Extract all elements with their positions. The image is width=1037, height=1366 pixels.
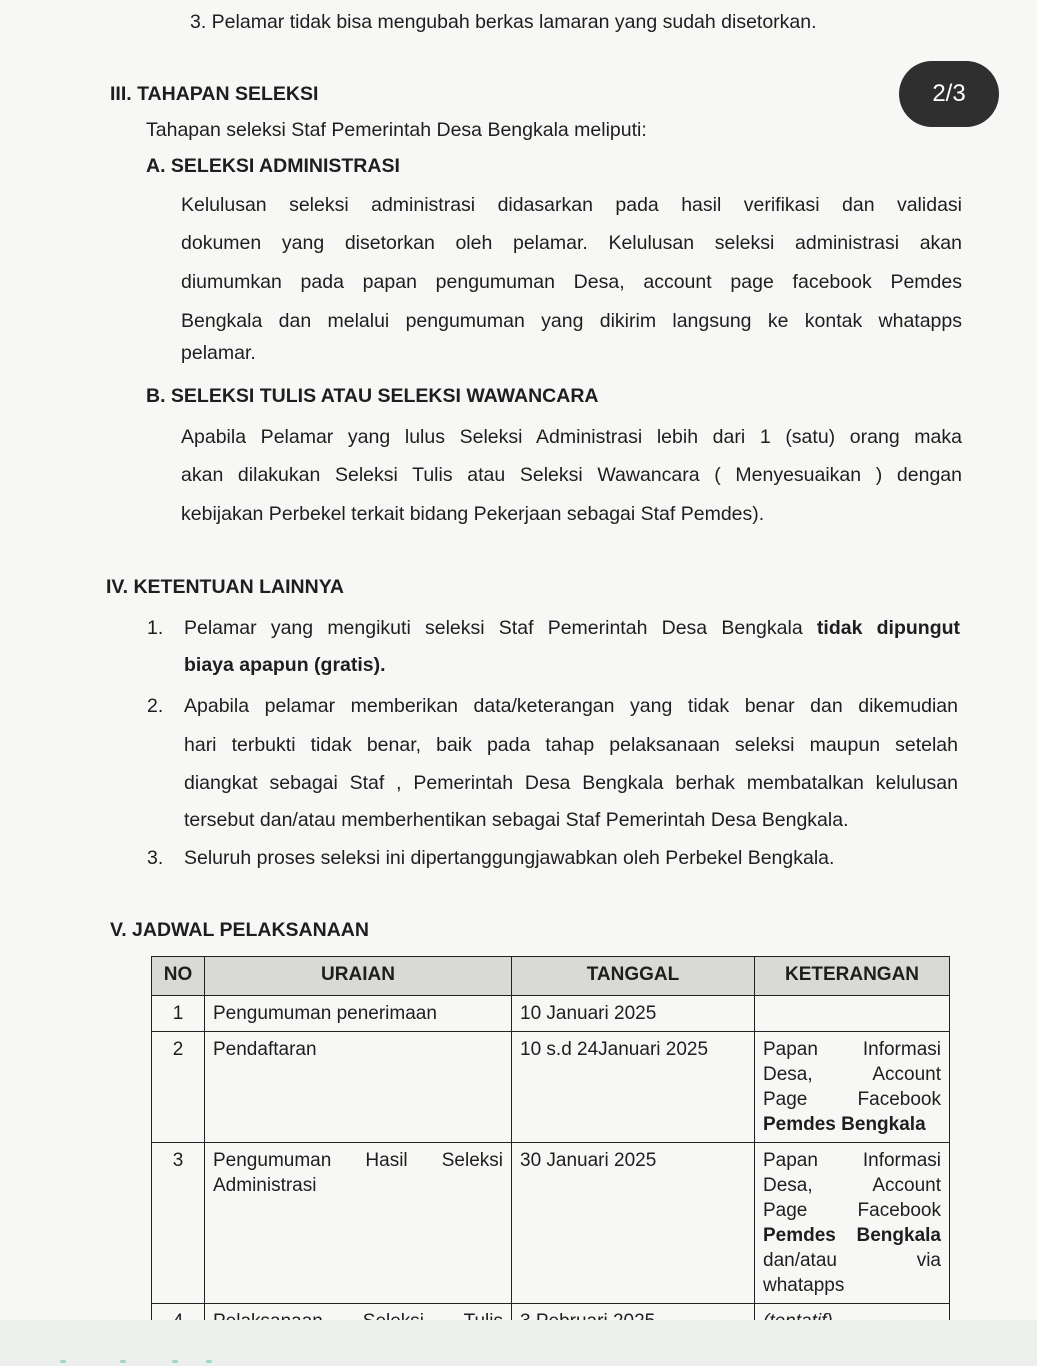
cell-keterangan [755, 996, 950, 1032]
cell-tanggal: 10 s.d 24Januari 2025 [512, 1032, 755, 1143]
cell-keterangan [755, 1032, 950, 1143]
cell-keterangan [755, 1143, 950, 1304]
section-3-heading: III. TAHAPAN SELEKSI [110, 83, 319, 105]
subsection-b-line: kebijakan Perbekel terkait bidang Pekerjaan sebagai Staf Pemdes). [181, 503, 765, 525]
table-row [152, 1032, 950, 1143]
keterangan-line: Pemdes Bengkala [763, 1114, 926, 1135]
keterangan-line: Papan Informasi [763, 1039, 941, 1060]
scroll-indicator [172, 1360, 178, 1363]
subsection-a-heading: A. SELEKSI ADMINISTRASI [146, 155, 400, 177]
subsection-b-heading: B. SELEKSI TULIS ATAU SELEKSI WAWANCARA [146, 385, 599, 407]
keterangan-line: Desa, Account [763, 1175, 941, 1196]
cell-tanggal: 10 Januari 2025 [512, 996, 755, 1032]
keterangan-line: whatapps [763, 1275, 845, 1296]
list-item-number: 3. [147, 847, 164, 869]
scroll-indicator [120, 1360, 126, 1363]
cell-uraian: Pengumuman penerimaan [205, 996, 512, 1032]
cell-tanggal: 30 Januari 2025 [512, 1143, 755, 1304]
list-item-2-line: Apabila pelamar memberikan data/keterangan yang tidak benar dan dikemudian [184, 695, 958, 717]
list-item-1-line [184, 619, 960, 639]
list-item-2-line: hari terbukti tidak benar, baik pada tahap pelaksanaan seleksi maupun setelah [184, 734, 958, 756]
list-item-3-top: 3. Pelamar tidak bisa mengubah berkas lamaran yang sudah disetorkan. [190, 11, 817, 33]
list-item-1-emphasis: tidak dipungut [816, 617, 961, 639]
subsection-b-line: Apabila Pelamar yang lulus Seleksi Administrasi lebih dari 1 (satu) orang maka [181, 426, 962, 448]
subsection-a-line: pelamar. [181, 342, 256, 364]
keterangan-line: Desa, Account [763, 1064, 941, 1085]
subsection-a-line: dokumen yang disetorkan oleh pelamar. Kelulusan seleksi administrasi akan [181, 232, 962, 254]
header-keterangan: KETERANGAN [755, 957, 950, 996]
keterangan-line: Page Facebook [763, 1089, 941, 1110]
list-item-number: 2. [147, 695, 164, 717]
cell-no: 1 [152, 996, 205, 1032]
subsection-a-line: diumumkan pada papan pengumuman Desa, account page facebook Pemdes [181, 271, 962, 293]
section-4-heading: IV. KETENTUAN LAINNYA [106, 576, 345, 598]
table-header-row [152, 957, 950, 996]
list-item-2-line: diangkat sebagai Staf , Pemerintah Desa Bengkala berhak membatalkan kelulusan [184, 772, 958, 794]
section-5-heading: V. JADWAL PELAKSANAAN [110, 919, 369, 941]
cell-no: 3 [152, 1143, 205, 1304]
header-tanggal: TANGGAL [512, 957, 755, 996]
keterangan-line: Pemdes Bengkala [763, 1225, 941, 1246]
list-item-1-text: Pelamar yang mengikuti seleksi Staf Pemerintah Desa Bengkala [184, 617, 803, 639]
cell-no: 2 [152, 1032, 205, 1143]
section-3-intro: Tahapan seleksi Staf Pemerintah Desa Bengkala meliputi: [146, 119, 647, 141]
scroll-indicator [60, 1360, 66, 1363]
cell-uraian: Pendaftaran [205, 1032, 512, 1143]
keterangan-line: Page Facebook [763, 1200, 941, 1221]
schedule-table [151, 956, 950, 1340]
list-item-3-text: Seluruh proses seleksi ini dipertanggungjawabkan oleh Perbekel Bengkala. [184, 847, 835, 869]
scroll-indicator [206, 1360, 212, 1363]
table-row [152, 1143, 950, 1304]
page-indicator-badge: 2/3 [899, 61, 999, 127]
list-item-1-emphasis: biaya apapun (gratis). [184, 654, 386, 676]
subsection-a-line: Kelulusan seleksi administrasi didasarkan pada hasil verifikasi dan validasi [181, 194, 962, 216]
table-row [152, 996, 950, 1032]
header-uraian: URAIAN [205, 957, 512, 996]
header-no: NO [152, 957, 205, 996]
keterangan-line: dan/atau via [763, 1250, 941, 1271]
cell-uraian: Pengumuman Hasil Seleksi Administrasi [205, 1143, 512, 1304]
list-item-number: 1. [147, 617, 164, 639]
keterangan-line: Papan Informasi [763, 1150, 941, 1171]
subsection-a-line: Bengkala dan melalui pengumuman yang dikirim langsung ke kontak whatapps [181, 310, 962, 332]
subsection-b-line: akan dilakukan Seleksi Tulis atau Seleksi Wawancara ( Menyesuaikan ) dengan [181, 464, 962, 486]
viewer-bottom-area [0, 1320, 1037, 1366]
list-item-2-line: tersebut dan/atau memberhentikan sebagai Staf Pemerintah Desa Bengkala. [184, 809, 849, 831]
